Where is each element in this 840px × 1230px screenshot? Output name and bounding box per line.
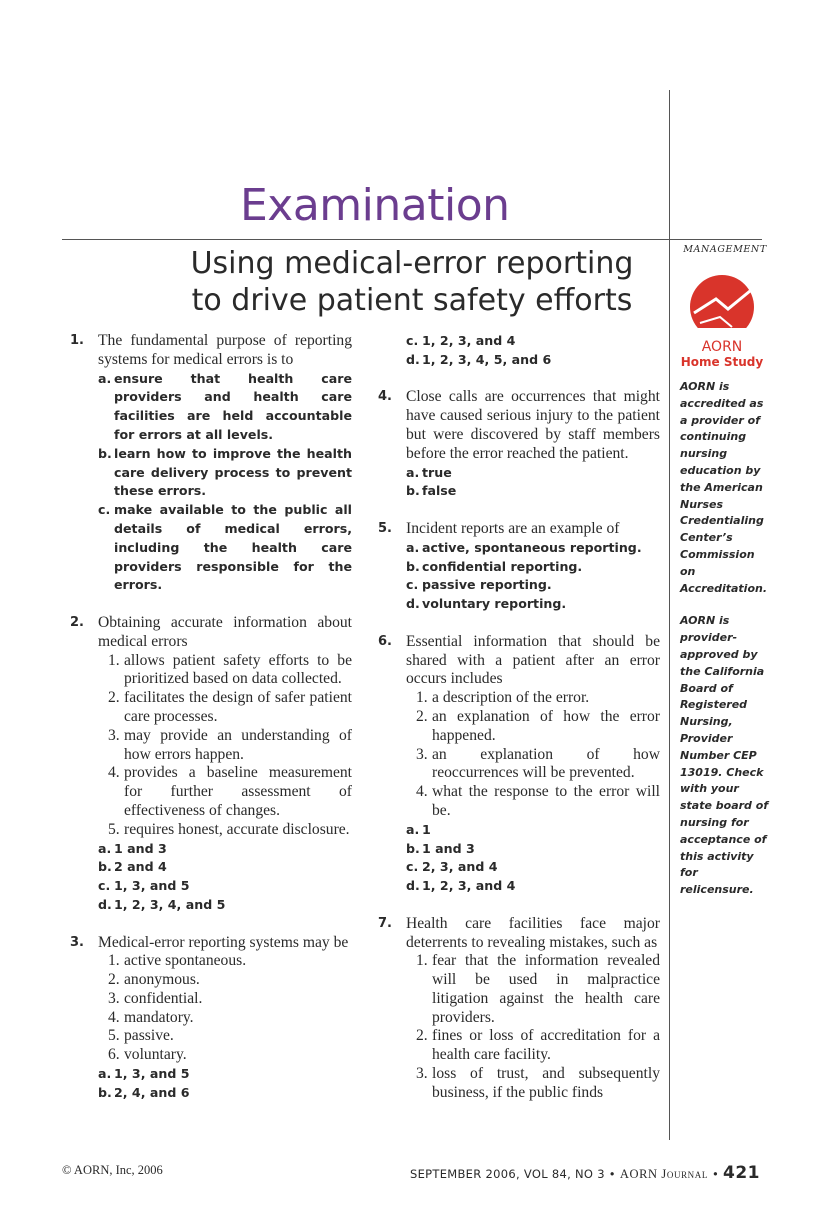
question-stem: Incident reports are an example of: [406, 519, 620, 537]
answer-option[interactable]: b. 2 and 4: [98, 859, 167, 875]
list-item: 1. allows patient safety efforts to be prioritized based on data collected.: [108, 651, 352, 688]
question-number: 4.: [378, 389, 392, 405]
question-column-1: [62, 332, 352, 1121]
answer-option[interactable]: a. ensure that health care providers and health care facilities are held accountable for errors at all levels.: [98, 370, 352, 442]
question-stem: Obtaining accurate information about medical errors: [98, 613, 352, 650]
list-item: 1. fear that the information revealed will be used in malpractice litigation against the health care providers.: [416, 952, 660, 1026]
section-category: MANAGEMENT: [683, 244, 767, 255]
answer-option[interactable]: b. false: [406, 483, 457, 499]
list-item: 5. passive.: [108, 1027, 174, 1045]
list-item: 2. anonymous.: [108, 971, 200, 989]
aorn-home-study-logo: [680, 273, 764, 369]
answer-option[interactable]: d. 1, 2, 3, 4, 5, and 6: [406, 351, 552, 367]
answer-option[interactable]: b. 2, 4, and 6: [98, 1084, 190, 1100]
page-title: Examination: [240, 180, 510, 231]
list-item: 4. what the response to the error will be.: [416, 783, 660, 819]
list-item: 3. an explanation of how reoccurrences will be prevented.: [416, 745, 660, 782]
list-item: 2. facilitates the design of safer patient care processes.: [108, 689, 352, 725]
list-item: 2. an explanation of how the error happened.: [416, 707, 660, 744]
answer-option[interactable]: b. learn how to improve the health care delivery process to prevent these errors.: [98, 445, 352, 499]
question-stem: Health care facilities face major deterrents to revealing mistakes, such as: [406, 914, 660, 951]
question-number: 5.: [378, 520, 392, 536]
question-7: [370, 915, 660, 1103]
list-item: 4. mandatory.: [108, 1008, 194, 1026]
question-4: [370, 388, 660, 501]
question-number: 1.: [70, 333, 84, 348]
question-stem: Essential information that should be shared with a patient after an error occurs includes: [406, 632, 660, 688]
answer-option[interactable]: b. confidential reporting.: [406, 558, 583, 574]
answer-option[interactable]: a. 1, 3, and 5: [98, 1066, 190, 1082]
answer-option[interactable]: c. make available to the public all details of medical errors, including the health care providers responsible for the errors.: [98, 502, 352, 593]
question-1: [62, 332, 352, 595]
question-number: 3.: [70, 934, 84, 950]
bullet-separator: •: [711, 1167, 720, 1181]
journal-name: AORN Journal: [619, 1167, 708, 1181]
copyright: © AORN, Inc, 2006: [62, 1163, 163, 1177]
logo-text-aorn: AORN: [701, 339, 743, 355]
answer-option[interactable]: c. passive reporting.: [406, 577, 552, 593]
answer-option[interactable]: a. 1 and 3: [98, 840, 167, 856]
question-5: [370, 520, 660, 614]
bullet-separator: •: [608, 1167, 616, 1181]
question-number: 6.: [378, 633, 392, 649]
answer-option[interactable]: d. 1, 2, 3, 4, and 5: [98, 896, 226, 912]
answer-option[interactable]: a. active, spontaneous reporting.: [406, 539, 642, 555]
answer-option[interactable]: b. 1 and 3: [406, 840, 475, 856]
question-column-2: [370, 332, 660, 1121]
sidebar: [680, 244, 770, 915]
answer-option[interactable]: c. 1, 2, 3, and 4: [406, 333, 516, 348]
question-6: [370, 633, 660, 896]
subtitle-line-2: to drive patient safety efforts: [191, 283, 633, 318]
question-3-continued: [370, 332, 660, 370]
answer-option[interactable]: c. 1, 3, and 5: [98, 878, 190, 894]
answer-option[interactable]: a. 1: [406, 821, 431, 837]
list-item: 3. loss of trust, and subsequently business, if the public finds: [416, 1065, 660, 1101]
question-stem: Close calls are occurrences that might have caused serious injury to the patient but were discovered by staff members before the error reached the patient.: [406, 388, 660, 462]
question-stem: The fundamental purpose of reporting systems for medical errors is to: [98, 332, 352, 368]
list-item: 3. may provide an understanding of how errors happen.: [108, 726, 352, 763]
accreditation-note: AORN is accredited as a provider of continuing nursing education by the American Nurses Credentialing Center’s Commission on Accreditation.: [680, 380, 768, 595]
list-item: 2. fines or loss of accreditation for a health care facility.: [416, 1027, 660, 1064]
answer-option[interactable]: c. 2, 3, and 4: [406, 859, 498, 875]
list-item: 4. provides a baseline measurement for further assessment of effectiveness of changes.: [108, 764, 352, 819]
footer-citation: [410, 1163, 760, 1183]
issue-info: SEPTEMBER 2006, VOL 84, NO 3: [409, 1167, 605, 1181]
answer-option[interactable]: d. voluntary reporting.: [406, 596, 567, 612]
logo-text-home-study: Home Study: [680, 355, 764, 369]
list-item: 3. confidential.: [108, 989, 203, 1007]
subtitle-line-1: Using medical-error reporting: [190, 246, 634, 281]
list-item: 1. a description of the error.: [416, 689, 590, 707]
question-number: 2.: [70, 614, 84, 630]
question-stem: Medical-error reporting systems may be: [98, 933, 349, 951]
question-3: [62, 934, 352, 1103]
page-number: 421: [723, 1163, 760, 1183]
list-item: 6. voluntary.: [108, 1046, 187, 1064]
article-subtitle: [62, 245, 762, 319]
question-2: [62, 614, 352, 915]
question-number: 7.: [378, 915, 392, 931]
answer-option[interactable]: d. 1, 2, 3, and 4: [406, 878, 516, 894]
list-item: 1. active spontaneous.: [108, 952, 247, 970]
header-rule: [62, 239, 762, 240]
provider-note: AORN is provider-approved by the California Board of Registered Nursing, Provider Number CEP 13019. Check with your state board of nursing for acceptance of this activity for relicensure.: [680, 614, 769, 897]
list-item: 5. requires honest, accurate disclosure.: [108, 820, 350, 838]
answer-option[interactable]: a. true: [406, 464, 452, 480]
